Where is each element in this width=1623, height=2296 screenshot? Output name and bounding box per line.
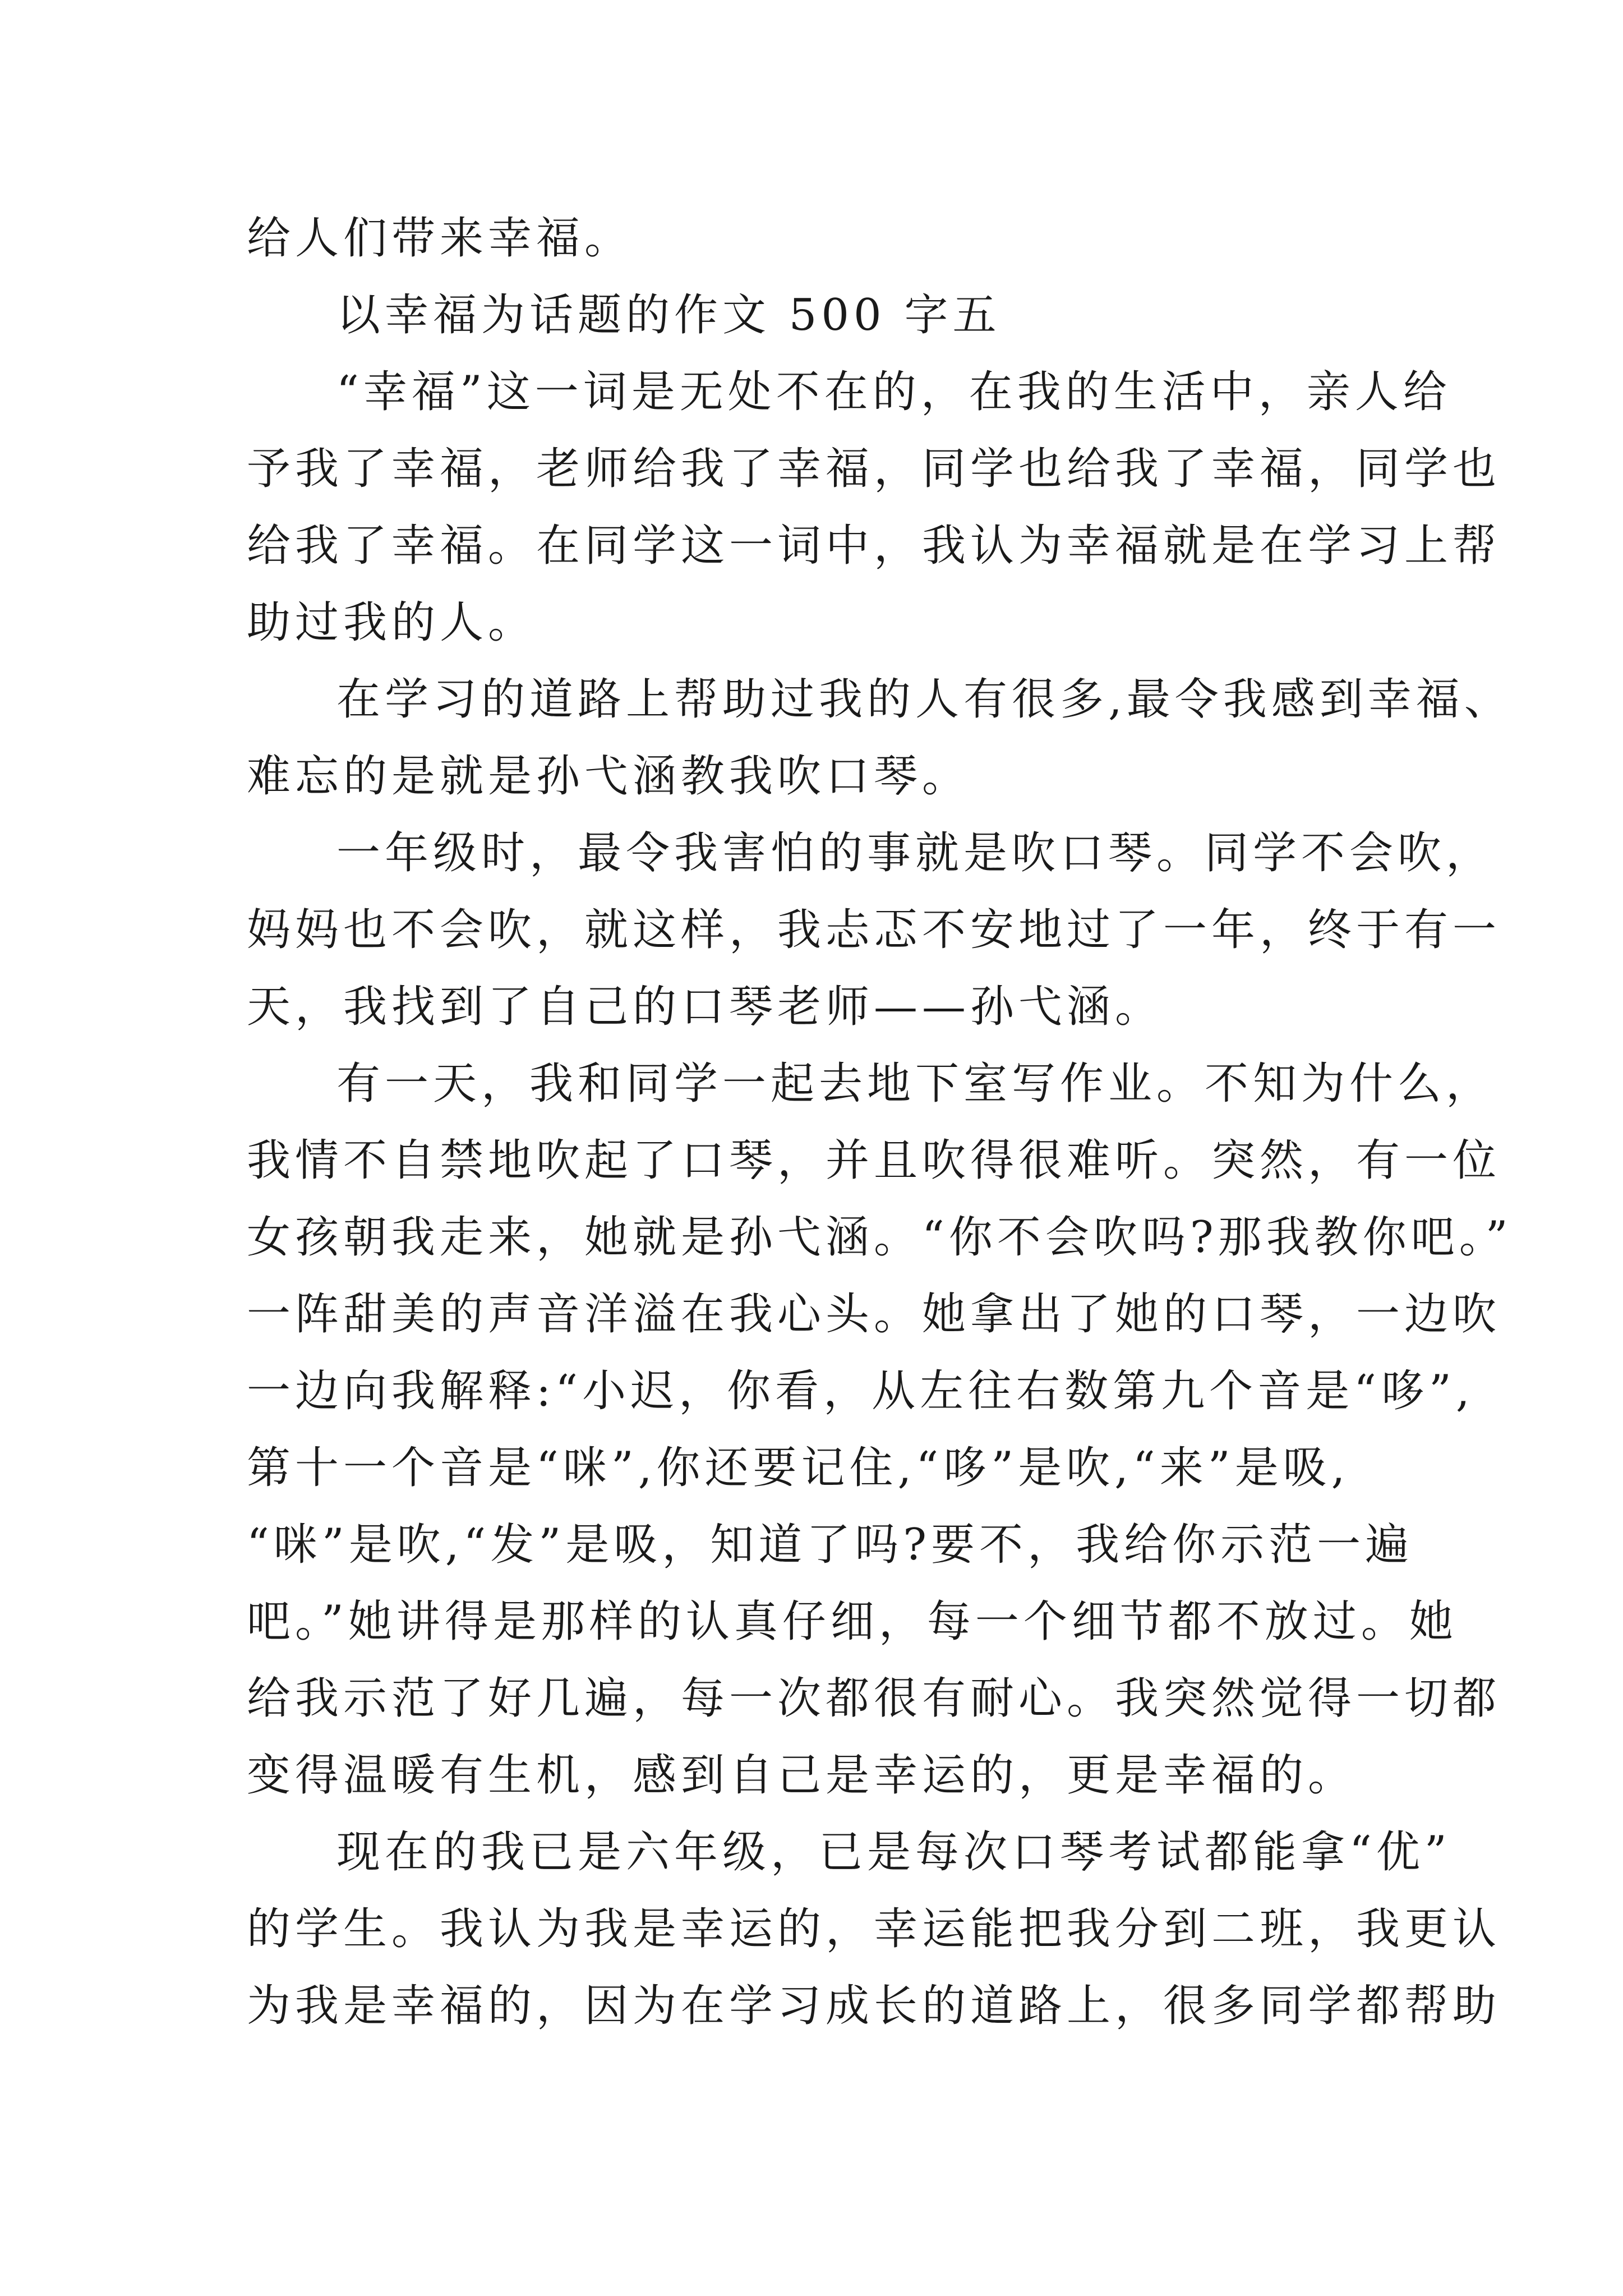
text-line: 一边向我解释:“小迟，你看，从左往右数第九个音是“哆”,	[247, 1366, 1474, 1416]
text-line: 我情不自禁地吹起了口琴，并且吹得很难听。突然，有一位	[247, 1135, 1501, 1186]
text-line: 女孩朝我走来，她就是孙弋涵。“你不会吹吗?那我教你吧。”	[247, 1212, 1513, 1263]
text-line: 天，我找到了自己的口琴老师——孙弋涵。	[247, 982, 1164, 1032]
text-line: 给人们带来幸福。	[247, 213, 633, 264]
text-line: 现在的我已是六年级，已是每次口琴考试都能拿“优”	[336, 1827, 1451, 1878]
text-line: 有一天，我和同学一起去地下室写作业。不知为什么，	[336, 1059, 1495, 1109]
text-line: 在学习的道路上帮助过我的人有很多,最令我感到幸福、	[336, 674, 1513, 725]
text-line: 第十一个音是“咪”,你还要记住,“哆”是吹,“来”是吸,	[247, 1443, 1350, 1493]
text-line: 助过我的人。	[247, 597, 537, 648]
text-line: 变得温暖有生机，感到自己是幸运的，更是幸福的。	[247, 1750, 1357, 1801]
text-line: 一阵甜美的声音洋溢在我心头。她拿出了她的口琴，一边吹	[247, 1289, 1501, 1340]
text-line: “咪”是吹,“发”是吸，知道了吗?要不，我给你示范一遍	[247, 1520, 1414, 1570]
text-line: 给我示范了好几遍，每一次都很有耐心。我突然觉得一切都	[247, 1673, 1501, 1724]
text-line: 的学生。我认为我是幸运的，幸运能把我分到二班，我更认	[247, 1904, 1501, 1954]
section-heading: 以幸福为话题的作文 500 字五	[336, 290, 1001, 341]
text-line: 吧。”她讲得是那样的认真仔细，每一个细节都不放过。她	[247, 1596, 1458, 1647]
text-line: 一年级时，最令我害怕的事就是吹口琴。同学不会吹，	[336, 828, 1495, 878]
text-line: 予我了幸福，老师给我了幸福，同学也给我了幸福，同学也	[247, 444, 1501, 494]
text-line: 妈妈也不会吹，就这样，我忐忑不安地过了一年，终于有一	[247, 905, 1501, 955]
text-line: 给我了幸福。在同学这一词中，我认为幸福就是在学习上帮	[247, 521, 1501, 571]
text-line: “幸福”这一词是无处不在的，在我的生活中，亲人给	[336, 367, 1451, 417]
text-line: 为我是幸福的，因为在学习成长的道路上，很多同学都帮助	[247, 1981, 1501, 2031]
text-line: 难忘的是就是孙弋涵教我吹口琴。	[247, 751, 971, 802]
